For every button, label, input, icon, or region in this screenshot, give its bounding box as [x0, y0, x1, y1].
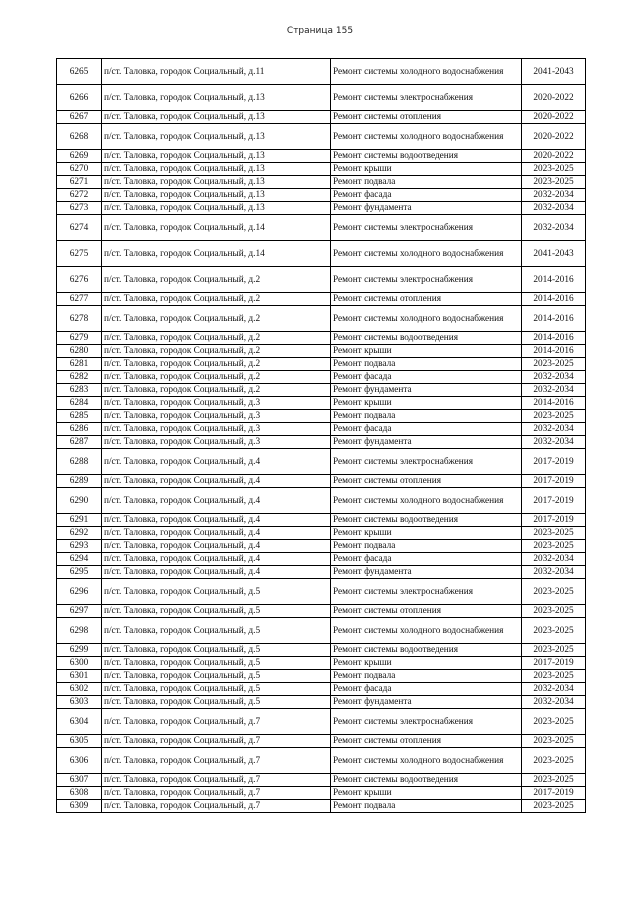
work-type-cell: Ремонт фасада — [331, 683, 522, 696]
table-row — [57, 605, 586, 618]
period-cell: 2014-2016 — [522, 293, 586, 306]
address-cell: п/ст. Таловка, городок Социальный, д.13 — [102, 150, 331, 163]
work-type-cell: Ремонт фундамента — [331, 696, 522, 709]
period-cell: 2020-2022 — [522, 85, 586, 111]
row-number-cell: 6277 — [57, 293, 102, 306]
table-row — [57, 514, 586, 527]
period-cell: 2020-2022 — [522, 124, 586, 150]
row-number-cell: 6288 — [57, 449, 102, 475]
row-number-cell: 6302 — [57, 683, 102, 696]
period-cell: 2041-2043 — [522, 241, 586, 267]
address-cell: п/ст. Таловка, городок Социальный, д.5 — [102, 579, 331, 605]
table-row — [57, 696, 586, 709]
period-cell: 2032-2034 — [522, 371, 586, 384]
work-type-cell: Ремонт фасада — [331, 423, 522, 436]
work-type-cell: Ремонт системы водоотведения — [331, 332, 522, 345]
address-cell: п/ст. Таловка, городок Социальный, д.2 — [102, 358, 331, 371]
period-cell: 2023-2025 — [522, 735, 586, 748]
address-cell: п/ст. Таловка, городок Социальный, д.2 — [102, 267, 331, 293]
period-cell: 2023-2025 — [522, 709, 586, 735]
row-number-cell: 6298 — [57, 618, 102, 644]
row-number-cell: 6299 — [57, 644, 102, 657]
row-number-cell: 6305 — [57, 735, 102, 748]
work-type-cell: Ремонт системы холодного водоснабжения — [331, 306, 522, 332]
address-cell: п/ст. Таловка, городок Социальный, д.3 — [102, 410, 331, 423]
row-number-cell: 6307 — [57, 774, 102, 787]
row-number-cell: 6293 — [57, 540, 102, 553]
work-type-cell: Ремонт системы отопления — [331, 111, 522, 124]
period-cell: 2023-2025 — [522, 644, 586, 657]
work-type-cell: Ремонт системы холодного водоснабжения — [331, 618, 522, 644]
period-cell: 2023-2025 — [522, 358, 586, 371]
row-number-cell: 6275 — [57, 241, 102, 267]
row-number-cell: 6271 — [57, 176, 102, 189]
row-number-cell: 6303 — [57, 696, 102, 709]
period-cell: 2023-2025 — [522, 540, 586, 553]
row-number-cell: 6287 — [57, 436, 102, 449]
address-cell: п/ст. Таловка, городок Социальный, д.2 — [102, 384, 331, 397]
address-cell: п/ст. Таловка, городок Социальный, д.3 — [102, 397, 331, 410]
work-type-cell: Ремонт фундамента — [331, 436, 522, 449]
work-type-cell: Ремонт системы электроснабжения — [331, 215, 522, 241]
row-number-cell: 6294 — [57, 553, 102, 566]
period-cell: 2023-2025 — [522, 618, 586, 644]
row-number-cell: 6284 — [57, 397, 102, 410]
address-cell: п/ст. Таловка, городок Социальный, д.13 — [102, 202, 331, 215]
table-row — [57, 475, 586, 488]
work-type-cell: Ремонт системы водоотведения — [331, 514, 522, 527]
table-row — [57, 748, 586, 774]
address-cell: п/ст. Таловка, городок Социальный, д.13 — [102, 163, 331, 176]
work-type-cell: Ремонт системы водоотведения — [331, 644, 522, 657]
work-type-cell: Ремонт подвала — [331, 358, 522, 371]
address-cell: п/ст. Таловка, городок Социальный, д.13 — [102, 124, 331, 150]
row-number-cell: 6268 — [57, 124, 102, 150]
period-cell: 2017-2019 — [522, 449, 586, 475]
address-cell: п/ст. Таловка, городок Социальный, д.4 — [102, 514, 331, 527]
table-row — [57, 371, 586, 384]
work-type-cell: Ремонт системы холодного водоснабжения — [331, 59, 522, 85]
row-number-cell: 6266 — [57, 85, 102, 111]
address-cell: п/ст. Таловка, городок Социальный, д.2 — [102, 293, 331, 306]
address-cell: п/ст. Таловка, городок Социальный, д.4 — [102, 553, 331, 566]
row-number-cell: 6281 — [57, 358, 102, 371]
work-type-cell: Ремонт системы электроснабжения — [331, 449, 522, 475]
table-row — [57, 735, 586, 748]
work-type-cell: Ремонт системы водоотведения — [331, 150, 522, 163]
table-row — [57, 59, 586, 85]
row-number-cell: 6289 — [57, 475, 102, 488]
table-row — [57, 384, 586, 397]
period-cell: 2032-2034 — [522, 436, 586, 449]
work-type-cell: Ремонт крыши — [331, 397, 522, 410]
table-row — [57, 176, 586, 189]
row-number-cell: 6297 — [57, 605, 102, 618]
work-type-cell: Ремонт крыши — [331, 787, 522, 800]
table-row — [57, 150, 586, 163]
period-cell: 2023-2025 — [522, 670, 586, 683]
row-number-cell: 6276 — [57, 267, 102, 293]
work-type-cell: Ремонт фасада — [331, 371, 522, 384]
work-type-cell: Ремонт фасада — [331, 553, 522, 566]
row-number-cell: 6301 — [57, 670, 102, 683]
work-type-cell: Ремонт системы электроснабжения — [331, 267, 522, 293]
row-number-cell: 6290 — [57, 488, 102, 514]
address-cell: п/ст. Таловка, городок Социальный, д.13 — [102, 85, 331, 111]
period-cell: 2017-2019 — [522, 488, 586, 514]
table-row — [57, 787, 586, 800]
work-type-cell: Ремонт системы электроснабжения — [331, 85, 522, 111]
table-row — [57, 800, 586, 813]
period-cell: 2023-2025 — [522, 527, 586, 540]
table-row — [57, 423, 586, 436]
row-number-cell: 6308 — [57, 787, 102, 800]
work-type-cell: Ремонт системы отопления — [331, 605, 522, 618]
work-type-cell: Ремонт подвала — [331, 670, 522, 683]
work-type-cell: Ремонт крыши — [331, 345, 522, 358]
address-cell: п/ст. Таловка, городок Социальный, д.14 — [102, 241, 331, 267]
table-row — [57, 85, 586, 111]
work-type-cell: Ремонт системы холодного водоснабжения — [331, 241, 522, 267]
table-row — [57, 657, 586, 670]
address-cell: п/ст. Таловка, городок Социальный, д.5 — [102, 670, 331, 683]
period-cell: 2023-2025 — [522, 410, 586, 423]
table-row — [57, 683, 586, 696]
row-number-cell: 6273 — [57, 202, 102, 215]
row-number-cell: 6304 — [57, 709, 102, 735]
period-cell: 2032-2034 — [522, 189, 586, 202]
table-row — [57, 306, 586, 332]
address-cell: п/ст. Таловка, городок Социальный, д.3 — [102, 423, 331, 436]
address-cell: п/ст. Таловка, городок Социальный, д.2 — [102, 371, 331, 384]
row-number-cell: 6267 — [57, 111, 102, 124]
table-row — [57, 345, 586, 358]
address-cell: п/ст. Таловка, городок Социальный, д.5 — [102, 618, 331, 644]
address-cell: п/ст. Таловка, городок Социальный, д.4 — [102, 540, 331, 553]
table-row — [57, 618, 586, 644]
address-cell: п/ст. Таловка, городок Социальный, д.5 — [102, 605, 331, 618]
address-cell: п/ст. Таловка, городок Социальный, д.13 — [102, 189, 331, 202]
period-cell: 2014-2016 — [522, 332, 586, 345]
row-number-cell: 6269 — [57, 150, 102, 163]
address-cell: п/ст. Таловка, городок Социальный, д.7 — [102, 787, 331, 800]
work-type-cell: Ремонт фундамента — [331, 202, 522, 215]
address-cell: п/ст. Таловка, городок Социальный, д.4 — [102, 566, 331, 579]
row-number-cell: 6292 — [57, 527, 102, 540]
period-cell: 2014-2016 — [522, 306, 586, 332]
period-cell: 2023-2025 — [522, 176, 586, 189]
row-number-cell: 6291 — [57, 514, 102, 527]
period-cell: 2017-2019 — [522, 514, 586, 527]
work-type-cell: Ремонт подвала — [331, 800, 522, 813]
table-row — [57, 397, 586, 410]
address-cell: п/ст. Таловка, городок Социальный, д.5 — [102, 657, 331, 670]
period-cell: 2020-2022 — [522, 150, 586, 163]
period-cell: 2041-2043 — [522, 59, 586, 85]
table-row — [57, 553, 586, 566]
period-cell: 2014-2016 — [522, 397, 586, 410]
row-number-cell: 6300 — [57, 657, 102, 670]
table-row — [57, 709, 586, 735]
work-type-cell: Ремонт крыши — [331, 527, 522, 540]
address-cell: п/ст. Таловка, городок Социальный, д.11 — [102, 59, 331, 85]
row-number-cell: 6280 — [57, 345, 102, 358]
address-cell: п/ст. Таловка, городок Социальный, д.13 — [102, 111, 331, 124]
work-type-cell: Ремонт системы отопления — [331, 293, 522, 306]
period-cell: 2017-2019 — [522, 475, 586, 488]
period-cell: 2032-2034 — [522, 566, 586, 579]
row-number-cell: 6306 — [57, 748, 102, 774]
row-number-cell: 6279 — [57, 332, 102, 345]
period-cell: 2020-2022 — [522, 111, 586, 124]
table-row — [57, 241, 586, 267]
work-type-cell: Ремонт системы холодного водоснабжения — [331, 748, 522, 774]
table-row — [57, 202, 586, 215]
table-row — [57, 215, 586, 241]
address-cell: п/ст. Таловка, городок Социальный, д.4 — [102, 527, 331, 540]
period-cell: 2023-2025 — [522, 579, 586, 605]
work-type-cell: Ремонт системы электроснабжения — [331, 579, 522, 605]
work-type-cell: Ремонт фасада — [331, 189, 522, 202]
registry-table — [56, 58, 586, 813]
address-cell: п/ст. Таловка, городок Социальный, д.7 — [102, 709, 331, 735]
table-row — [57, 163, 586, 176]
work-type-cell: Ремонт подвала — [331, 176, 522, 189]
table-row — [57, 644, 586, 657]
table-row — [57, 267, 586, 293]
address-cell: п/ст. Таловка, городок Социальный, д.4 — [102, 449, 331, 475]
table-row — [57, 540, 586, 553]
address-cell: п/ст. Таловка, городок Социальный, д.7 — [102, 800, 331, 813]
work-type-cell: Ремонт крыши — [331, 163, 522, 176]
work-type-cell: Ремонт системы электроснабжения — [331, 709, 522, 735]
work-type-cell: Ремонт подвала — [331, 540, 522, 553]
address-cell: п/ст. Таловка, городок Социальный, д.2 — [102, 345, 331, 358]
row-number-cell: 6282 — [57, 371, 102, 384]
address-cell: п/ст. Таловка, городок Социальный, д.4 — [102, 475, 331, 488]
work-type-cell: Ремонт системы отопления — [331, 475, 522, 488]
table-row — [57, 566, 586, 579]
address-cell: п/ст. Таловка, городок Социальный, д.5 — [102, 644, 331, 657]
table-row — [57, 293, 586, 306]
row-number-cell: 6296 — [57, 579, 102, 605]
row-number-cell: 6265 — [57, 59, 102, 85]
row-number-cell: 6295 — [57, 566, 102, 579]
work-type-cell: Ремонт системы водоотведения — [331, 774, 522, 787]
period-cell: 2014-2016 — [522, 267, 586, 293]
table-row — [57, 449, 586, 475]
row-number-cell: 6286 — [57, 423, 102, 436]
period-cell: 2017-2019 — [522, 657, 586, 670]
table-row — [57, 579, 586, 605]
address-cell: п/ст. Таловка, городок Социальный, д.14 — [102, 215, 331, 241]
row-number-cell: 6270 — [57, 163, 102, 176]
table-row — [57, 488, 586, 514]
period-cell: 2032-2034 — [522, 423, 586, 436]
work-type-cell: Ремонт системы холодного водоснабжения — [331, 488, 522, 514]
address-cell: п/ст. Таловка, городок Социальный, д.2 — [102, 306, 331, 332]
table-row — [57, 189, 586, 202]
registry-table-body — [57, 59, 586, 813]
table-row — [57, 358, 586, 371]
address-cell: п/ст. Таловка, городок Социальный, д.3 — [102, 436, 331, 449]
address-cell: п/ст. Таловка, городок Социальный, д.7 — [102, 735, 331, 748]
table-row — [57, 670, 586, 683]
row-number-cell: 6278 — [57, 306, 102, 332]
work-type-cell: Ремонт системы холодного водоснабжения — [331, 124, 522, 150]
page-header: Страница 155 — [286, 26, 354, 36]
period-cell: 2017-2019 — [522, 787, 586, 800]
address-cell: п/ст. Таловка, городок Социальный, д.7 — [102, 748, 331, 774]
period-cell: 2032-2034 — [522, 553, 586, 566]
period-cell: 2023-2025 — [522, 774, 586, 787]
period-cell: 2023-2025 — [522, 605, 586, 618]
row-number-cell: 6285 — [57, 410, 102, 423]
table-row — [57, 436, 586, 449]
address-cell: п/ст. Таловка, городок Социальный, д.7 — [102, 774, 331, 787]
period-cell: 2032-2034 — [522, 215, 586, 241]
row-number-cell: 6272 — [57, 189, 102, 202]
address-cell: п/ст. Таловка, городок Социальный, д.5 — [102, 683, 331, 696]
period-cell: 2023-2025 — [522, 163, 586, 176]
address-cell: п/ст. Таловка, городок Социальный, д.5 — [102, 696, 331, 709]
period-cell: 2023-2025 — [522, 800, 586, 813]
work-type-cell: Ремонт подвала — [331, 410, 522, 423]
work-type-cell: Ремонт крыши — [331, 657, 522, 670]
address-cell: п/ст. Таловка, городок Социальный, д.13 — [102, 176, 331, 189]
row-number-cell: 6274 — [57, 215, 102, 241]
period-cell: 2023-2025 — [522, 748, 586, 774]
table-row — [57, 410, 586, 423]
period-cell: 2032-2034 — [522, 202, 586, 215]
table-row — [57, 111, 586, 124]
row-number-cell: 6283 — [57, 384, 102, 397]
work-type-cell: Ремонт системы отопления — [331, 735, 522, 748]
address-cell: п/ст. Таловка, городок Социальный, д.2 — [102, 332, 331, 345]
table-row — [57, 124, 586, 150]
work-type-cell: Ремонт фундамента — [331, 566, 522, 579]
table-row — [57, 332, 586, 345]
row-number-cell: 6309 — [57, 800, 102, 813]
table-row — [57, 527, 586, 540]
period-cell: 2032-2034 — [522, 683, 586, 696]
period-cell: 2032-2034 — [522, 384, 586, 397]
work-type-cell: Ремонт фундамента — [331, 384, 522, 397]
table-row — [57, 774, 586, 787]
period-cell: 2032-2034 — [522, 696, 586, 709]
address-cell: п/ст. Таловка, городок Социальный, д.4 — [102, 488, 331, 514]
period-cell: 2014-2016 — [522, 345, 586, 358]
